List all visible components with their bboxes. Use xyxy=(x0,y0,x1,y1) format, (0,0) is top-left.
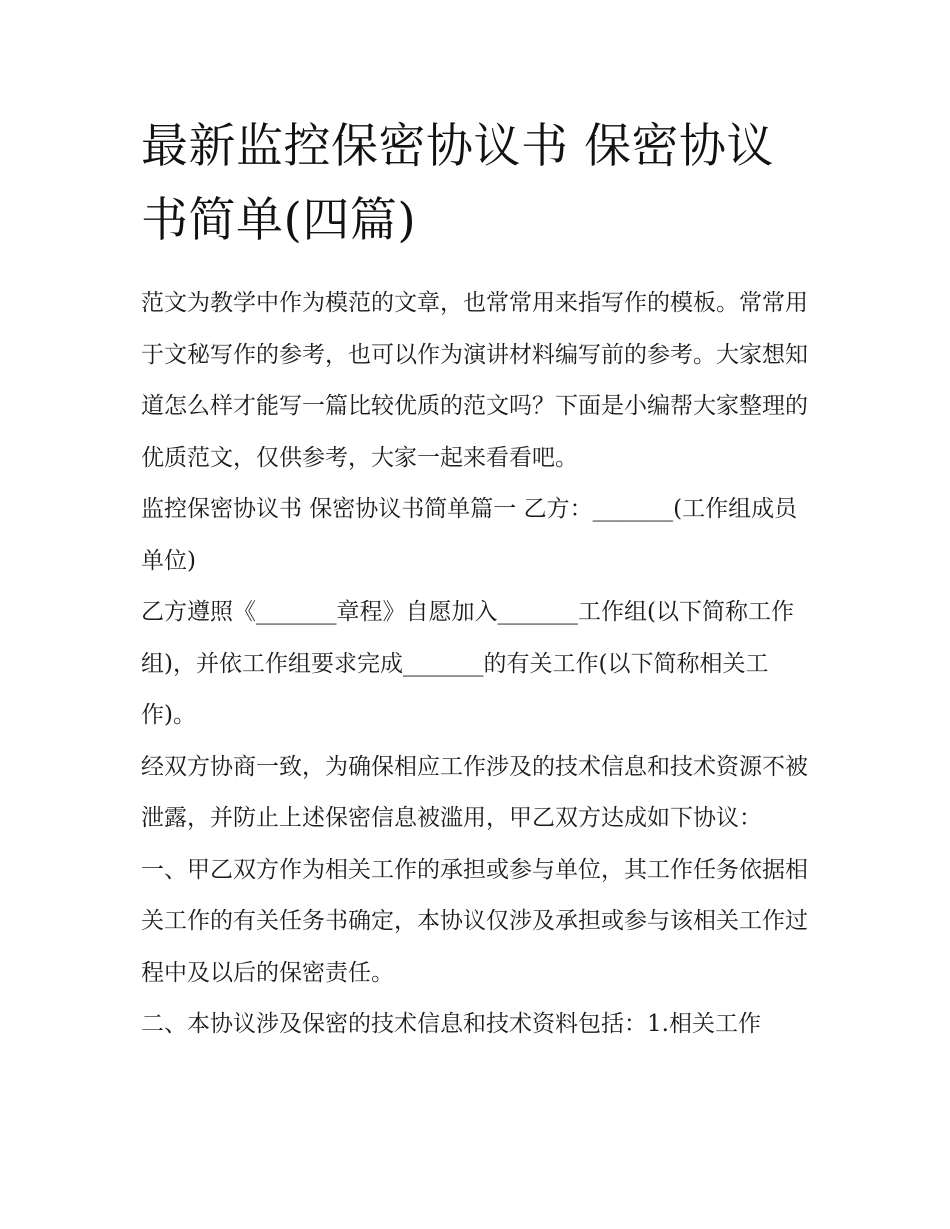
document-title: 最新监控保密协议书 保密协议书简单(四篇) xyxy=(141,119,774,248)
intro-paragraph: 范文为教学中作为模范的文章，也常常用来指写作的模板。常常用于文秘写作的参考，也可以作为演讲材料编写前的参考。大家想知道怎么样才能写一篇比较优质的范文吗？下面是小编帮大家整理的优质范文，仅供参考，大家一起来看看吧。 xyxy=(141,290,808,471)
agreement-paragraph: 乙方遵照《_______章程》自愿加入_______工作组(以下简称工作组)，并依工作组要求完成_______的有关工作(以下简称相关工作)。 xyxy=(141,599,794,728)
document-page xyxy=(141,110,813,1051)
agreement-paragraph: 经双方协商一致，为确保相应工作涉及的技术信息和技术资源不被泄露，并防止上述保密信息被滥用，甲乙双方达成如下协议： xyxy=(141,753,808,831)
section-heading-paragraph: 监控保密协议书 保密协议书简单篇一 乙方：_______(工作组成员单位) xyxy=(141,496,798,574)
clause-2-paragraph: 二、本协议涉及保密的技术信息和技术资料包括：1.相关工作 xyxy=(141,1011,761,1037)
clause-1-paragraph: 一、甲乙双方作为相关工作的承担或参与单位，其工作任务依据相关工作的有关任务书确定，本协议仅涉及承担或参与该相关工作过程中及以后的保密责任。 xyxy=(141,856,808,986)
